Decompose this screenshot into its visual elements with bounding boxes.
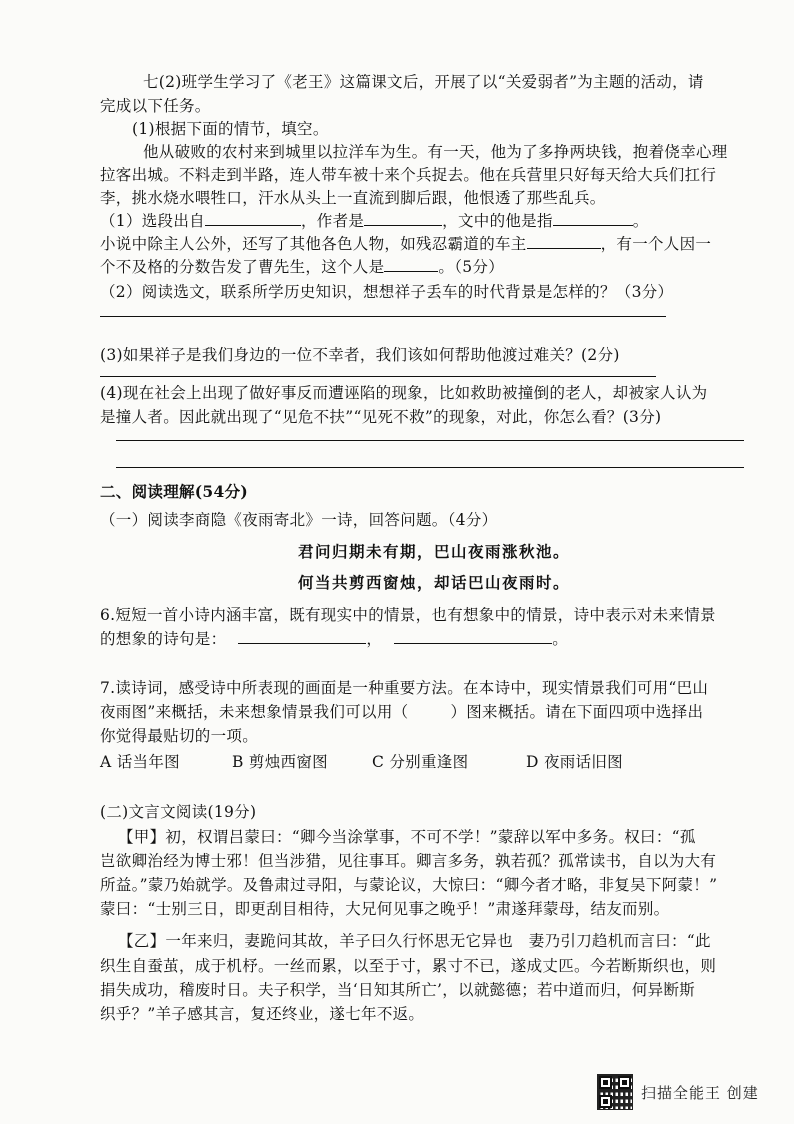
question-4-line-2: 是撞人者。因此就出现了“见危不扶”“见死不救”的现象，对此，你怎么看？(3分): [100, 408, 662, 426]
passage-jia-line-2: 岂欲卿治经为博士邪！但当涉猎，见往事耳。卿言多务，孰若孤？孤常读书，自以为大有: [100, 852, 717, 870]
question-6-line-2: 的想象的诗句是： ， 。: [100, 627, 568, 651]
intro-line-2: 完成以下任务。: [100, 97, 211, 115]
part1-title: （一）阅读李商隐《夜雨寄北》一诗，回答问题。（4分）: [100, 511, 498, 529]
question-7-line-2: 夜雨图”来概括，未来想象情景我们可以用（ ）图来概括。请在下面四项中选择出: [100, 703, 704, 721]
answer-line-q4-2[interactable]: [116, 467, 744, 468]
section-heading: 二、阅读理解(54分): [100, 482, 249, 501]
option-a[interactable]: A 话当年图: [100, 753, 180, 771]
answer-blank-owner[interactable]: [527, 232, 601, 249]
answer-line-q2[interactable]: [100, 316, 666, 317]
question-7-line-3: 你觉得最贴切的一项。: [100, 727, 259, 745]
scanner-watermark: [597, 1074, 759, 1110]
option-d[interactable]: D 夜雨话旧图: [526, 753, 623, 771]
passage-jia-line-1: 【甲】初，权谓吕蒙曰：“卿今当涂掌事，不可不学！”蒙辞以军中多务。权曰：“孤: [118, 828, 696, 846]
question-6-line-1: 6.短短一首小诗内涵丰富，既有现实中的情景，也有想象中的情景，诗中表示对未来情景: [100, 606, 716, 624]
task1-title: (1)根据下面的情节，填空。: [132, 120, 329, 138]
answer-line-q3[interactable]: [100, 376, 656, 377]
passage-yi-line-4: 织乎？”羊子感其言，复还终业，遂七年不返。: [100, 1005, 425, 1023]
answer-blank-q6-1[interactable]: [238, 627, 366, 644]
question-1-line-3: 个不及格的分数告发了曹先生，这个人是 。（5分）: [100, 255, 504, 279]
passage-line-1: 他从破败的农村来到城里以拉洋车为生。有一天，他为了多挣两块钱，抱着侥幸心理: [143, 143, 728, 161]
passage-jia-line-4: 蒙曰：“士别三日，即更刮目相待，大兄何见事之晚乎！”肃遂拜蒙母，结友而别。: [100, 900, 670, 918]
question-3: (3)如果祥子是我们身边的一位不幸者，我们该如何帮助他渡过难关？(2分): [100, 346, 620, 364]
qr-code-icon: [597, 1074, 633, 1110]
passage-yi-line-1: 【乙】一年来归，妻跪问其故，羊子曰久行怀思无它异也 妻乃引刀趋机而言曰：“此: [118, 932, 711, 950]
question-1-line-1: （1）选段出自 ，作者是 ，文中的他是指 。: [100, 209, 649, 233]
answer-line-q4-1[interactable]: [116, 440, 744, 441]
question-4-line-1: (4)现在社会上出现了做好事反而遭诬陷的现象，比如救助被撞倒的老人，却被家人认为: [100, 384, 708, 402]
passage-yi-line-2: 织生自蚕茧，成于机杼。一丝而累，以至于寸，累寸不已，遂成丈匹。今若断斯织也，则: [100, 957, 717, 975]
poem-line-2: 何当共剪西窗烛，却话巴山夜雨时。: [298, 573, 571, 592]
poem-line-1: 君问归期未有期，巴山夜雨涨秋池。: [298, 542, 571, 561]
scanner-brand: 扫描全能王 创建: [641, 1083, 759, 1102]
question-1-line-2: 小说中除主人公外，还写了其他各色人物，如残忍霸道的车主 ，有一个人因一: [100, 232, 711, 256]
answer-blank-q6-2[interactable]: [394, 627, 552, 644]
option-b[interactable]: B 剪烛西窗图: [232, 753, 328, 771]
question-2: （2）阅读选文，联系所学历史知识，想想祥子丢车的时代背景是怎样的？（3分）: [100, 283, 674, 301]
passage-line-2: 拉客出城。不料走到半路，连人带车被十来个兵捉去。他在兵营里只好每天给大兵们扛行: [100, 166, 717, 184]
answer-blank-author[interactable]: [364, 209, 442, 226]
option-c[interactable]: C 分别重逢图: [372, 753, 469, 771]
passage-yi-line-3: 捐失成功，稽废时日。夫子积学，当‘日知其所亡’，以就懿德；若中道而归，何异断斯: [100, 981, 696, 999]
passage-jia-line-3: 所益。”蒙乃始就学。及鲁肃过寻阳，与蒙论议，大惊曰：“卿今者才略，非复吴下阿蒙！”: [100, 876, 718, 894]
intro-line-1: 七(2)班学生学习了《老王》这篇课文后，开展了以“关爱弱者”为主题的活动，请: [143, 73, 704, 91]
answer-blank-source[interactable]: [205, 209, 301, 226]
question-7-line-1: 7.读诗词，感受诗中所表现的画面是一种重要方法。在本诗中，现实情景我们可用“巴山: [100, 679, 709, 697]
answer-blank-informer[interactable]: [384, 255, 438, 272]
passage-line-3: 李，挑水烧水喂牲口，汗水从头上一直流到脚后跟，他恨透了那些乱兵。: [100, 189, 606, 207]
answer-blank-he[interactable]: [553, 209, 633, 226]
part2-title: (二)文言文阅读(19分): [100, 803, 257, 821]
